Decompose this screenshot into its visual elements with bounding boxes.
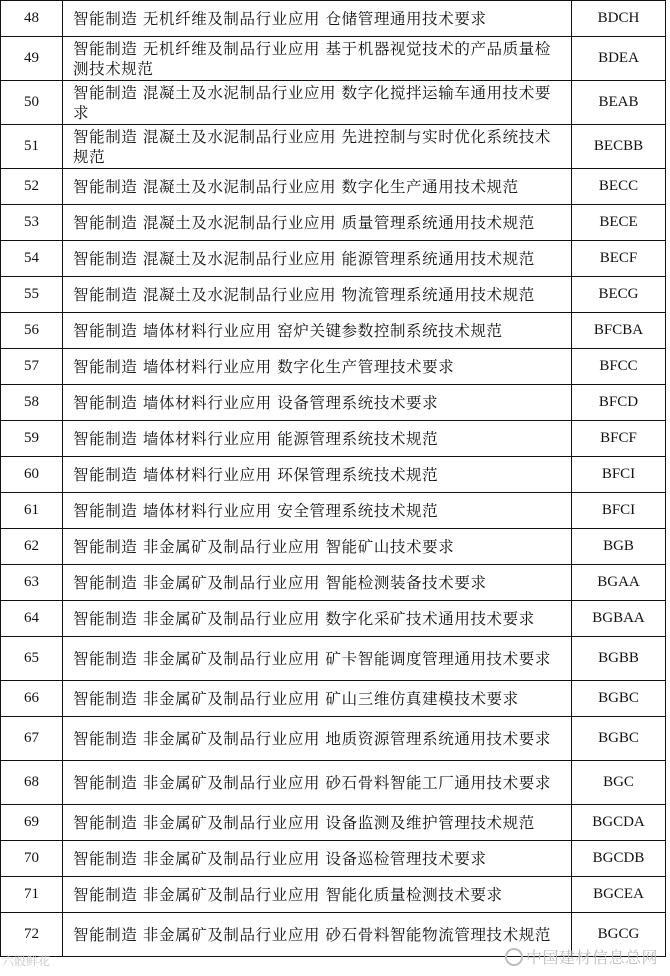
standard-title: 智能制造 非金属矿及制品行业应用 矿卡智能调度管理通用技术要求 bbox=[63, 637, 572, 681]
table-row bbox=[1, 81, 666, 125]
standard-title: 智能制造 混凝土及水泥制品行业应用 能源管理系统通用技术规范 bbox=[63, 241, 572, 277]
standard-code: BGC bbox=[572, 761, 666, 805]
table-row bbox=[1, 841, 666, 877]
standard-code: BFCF bbox=[572, 421, 666, 457]
standard-code: BECE bbox=[572, 205, 666, 241]
standard-title: 智能制造 墙体材料行业应用 安全管理系统技术规范 bbox=[63, 493, 572, 529]
row-number: 69 bbox=[1, 805, 63, 841]
row-number: 71 bbox=[1, 877, 63, 913]
standards-table-body bbox=[1, 1, 666, 957]
table-row bbox=[1, 1, 666, 37]
row-number: 50 bbox=[1, 81, 63, 125]
watermark-left: 六骰鲜花 bbox=[2, 954, 51, 968]
row-number: 63 bbox=[1, 565, 63, 601]
table-row bbox=[1, 601, 666, 637]
table-row bbox=[1, 681, 666, 717]
standard-title: 智能制造 墙体材料行业应用 窑炉关键参数控制系统技术规范 bbox=[63, 313, 572, 349]
standard-title: 智能制造 混凝土及水泥制品行业应用 质量管理系统通用技术规范 bbox=[63, 205, 572, 241]
table-row bbox=[1, 877, 666, 913]
standard-title: 智能制造 非金属矿及制品行业应用 智能矿山技术要求 bbox=[63, 529, 572, 565]
watermark-right-text: 中国建材信息总网 bbox=[525, 948, 658, 967]
row-number: 53 bbox=[1, 205, 63, 241]
standard-title: 智能制造 墙体材料行业应用 环保管理系统技术规范 bbox=[63, 457, 572, 493]
standard-title: 智能制造 非金属矿及制品行业应用 矿山三维仿真建模技术要求 bbox=[63, 681, 572, 717]
standard-title: 智能制造 非金属矿及制品行业应用 设备巡检管理技术要求 bbox=[63, 841, 572, 877]
table-row bbox=[1, 277, 666, 313]
standard-title: 智能制造 非金属矿及制品行业应用 地质资源管理系统通用技术要求 bbox=[63, 717, 572, 761]
standard-title: 智能制造 墙体材料行业应用 设备管理系统技术要求 bbox=[63, 385, 572, 421]
row-number: 57 bbox=[1, 349, 63, 385]
standard-code: BECC bbox=[572, 169, 666, 205]
row-number: 55 bbox=[1, 277, 63, 313]
standard-title: 智能制造 墙体材料行业应用 数字化生产管理技术要求 bbox=[63, 349, 572, 385]
standard-title: 智能制造 非金属矿及制品行业应用 砂石骨料智能物流管理技术规范 bbox=[63, 913, 572, 957]
table-row bbox=[1, 385, 666, 421]
row-number: 62 bbox=[1, 529, 63, 565]
row-number: 58 bbox=[1, 385, 63, 421]
row-number: 52 bbox=[1, 169, 63, 205]
standard-code: BGCG bbox=[572, 913, 666, 957]
row-number: 49 bbox=[1, 37, 63, 81]
table-row bbox=[1, 761, 666, 805]
table-row bbox=[1, 125, 666, 169]
table-row bbox=[1, 565, 666, 601]
table-row bbox=[1, 421, 666, 457]
standard-code: BGCEA bbox=[572, 877, 666, 913]
standard-title: 智能制造 无机纤维及制品行业应用 基于机器视觉技术的产品质量检测技术规范 bbox=[63, 37, 572, 81]
row-number: 51 bbox=[1, 125, 63, 169]
row-number: 68 bbox=[1, 761, 63, 805]
standard-title: 智能制造 混凝土及水泥制品行业应用 物流管理系统通用技术规范 bbox=[63, 277, 572, 313]
standard-title: 智能制造 混凝土及水泥制品行业应用 数字化搅拌运输车通用技术要求 bbox=[63, 81, 572, 125]
table-row bbox=[1, 205, 666, 241]
table-row bbox=[1, 717, 666, 761]
standard-code: BGCDB bbox=[572, 841, 666, 877]
row-number: 64 bbox=[1, 601, 63, 637]
standard-code: BEAB bbox=[572, 81, 666, 125]
standard-code: BGBC bbox=[572, 717, 666, 761]
table-row bbox=[1, 493, 666, 529]
table-row bbox=[1, 37, 666, 81]
table-row bbox=[1, 637, 666, 681]
standard-code: BFCBA bbox=[572, 313, 666, 349]
row-number: 60 bbox=[1, 457, 63, 493]
standard-title: 智能制造 非金属矿及制品行业应用 数字化采矿技术通用技术要求 bbox=[63, 601, 572, 637]
standard-title: 智能制造 非金属矿及制品行业应用 智能化质量检测技术要求 bbox=[63, 877, 572, 913]
standard-code: BGAA bbox=[572, 565, 666, 601]
standard-code: BFCC bbox=[572, 349, 666, 385]
table-row bbox=[1, 169, 666, 205]
table-row bbox=[1, 529, 666, 565]
standard-title: 智能制造 无机纤维及制品行业应用 仓储管理通用技术要求 bbox=[63, 1, 572, 37]
standard-title: 智能制造 混凝土及水泥制品行业应用 先进控制与实时优化系统技术规范 bbox=[63, 125, 572, 169]
standard-code: BDCH bbox=[572, 1, 666, 37]
row-number: 65 bbox=[1, 637, 63, 681]
table-row bbox=[1, 457, 666, 493]
standard-code: BECG bbox=[572, 277, 666, 313]
table-row bbox=[1, 241, 666, 277]
wechat-icon bbox=[505, 948, 523, 966]
table-row bbox=[1, 805, 666, 841]
watermark-right bbox=[505, 945, 658, 968]
row-number: 48 bbox=[1, 1, 63, 37]
standard-code: BFCI bbox=[572, 493, 666, 529]
row-number: 59 bbox=[1, 421, 63, 457]
standard-code: BGB bbox=[572, 529, 666, 565]
row-number: 67 bbox=[1, 717, 63, 761]
standard-code: BECBB bbox=[572, 125, 666, 169]
standard-code: BGBAA bbox=[572, 601, 666, 637]
table-row bbox=[1, 349, 666, 385]
standard-title: 智能制造 非金属矿及制品行业应用 砂石骨料智能工厂通用技术要求 bbox=[63, 761, 572, 805]
standard-code: BDEA bbox=[572, 37, 666, 81]
row-number: 70 bbox=[1, 841, 63, 877]
row-number: 72 bbox=[1, 913, 63, 957]
table-row bbox=[1, 313, 666, 349]
standard-code: BECF bbox=[572, 241, 666, 277]
standard-code: BGBC bbox=[572, 681, 666, 717]
row-number: 66 bbox=[1, 681, 63, 717]
standard-title: 智能制造 非金属矿及制品行业应用 设备监测及维护管理技术规范 bbox=[63, 805, 572, 841]
standard-title: 智能制造 混凝土及水泥制品行业应用 数字化生产通用技术规范 bbox=[63, 169, 572, 205]
standard-code: BFCD bbox=[572, 385, 666, 421]
standard-title: 智能制造 墙体材料行业应用 能源管理系统技术规范 bbox=[63, 421, 572, 457]
standard-code: BGBB bbox=[572, 637, 666, 681]
standard-code: BGCDA bbox=[572, 805, 666, 841]
standard-title: 智能制造 非金属矿及制品行业应用 智能检测装备技术要求 bbox=[63, 565, 572, 601]
row-number: 56 bbox=[1, 313, 63, 349]
standard-code: BFCI bbox=[572, 457, 666, 493]
row-number: 54 bbox=[1, 241, 63, 277]
row-number: 61 bbox=[1, 493, 63, 529]
